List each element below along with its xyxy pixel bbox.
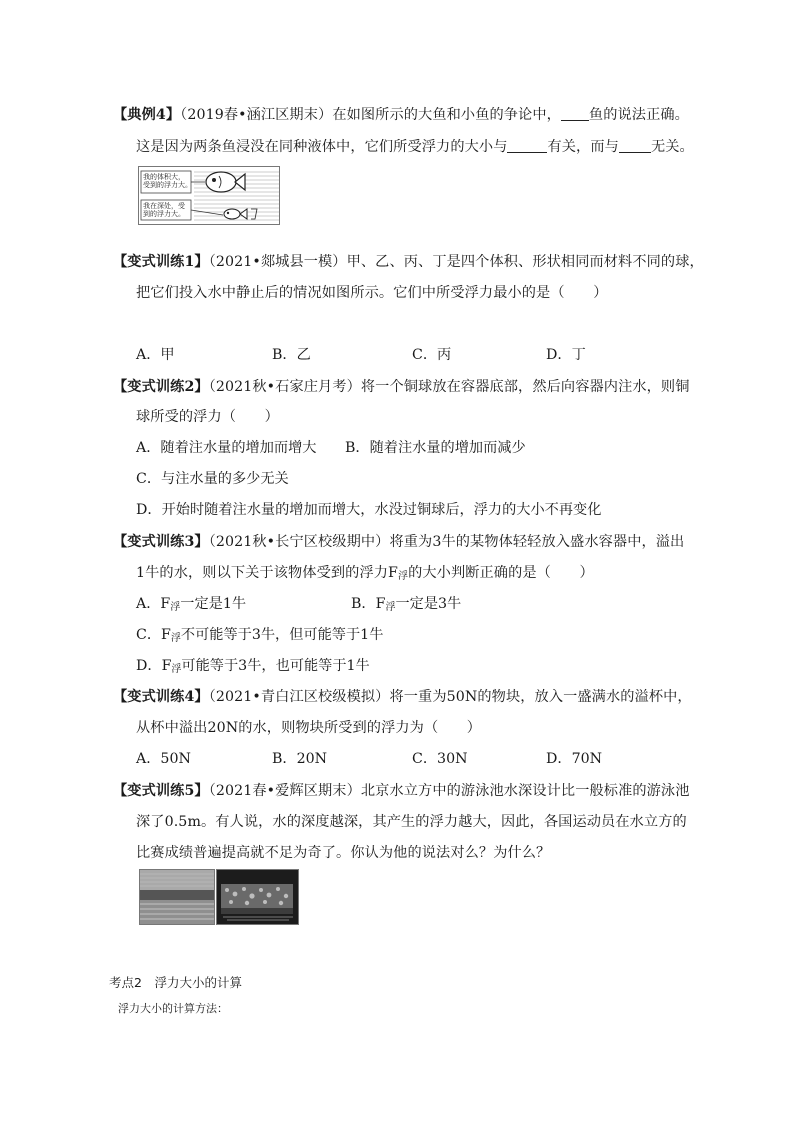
example-4-text-b: 鱼的说法正确。 (588, 107, 689, 123)
variant-3-option-c-text: 不可能等于3牛，但可能等于1牛 (180, 627, 384, 643)
section-title: 考点2 浮力大小的计算 (109, 975, 242, 990)
variant-4-option-b[interactable]: B．20N (272, 751, 328, 767)
small-fish-speech-line-1: 我在深处，受 (143, 202, 185, 210)
variant-2-option-b[interactable]: B．随着注水量的增加而减少 (345, 440, 526, 456)
variant-2-line-2: 球所受的浮力（ ） (136, 409, 279, 425)
variant-2-option-c[interactable]: C．与注水量的多少无关 (136, 471, 289, 487)
variant-1-line-2: 把它们投入水中静止后的情况如图所示。它们中所受浮力最小的是（ ） (136, 285, 608, 301)
variant-3-option-d-sub: 浮 (171, 664, 182, 675)
small-fish-speech (143, 202, 185, 218)
variant-2-tag: 【变式训练2】 (113, 379, 209, 395)
variant-4-option-c[interactable]: C．30N (412, 751, 468, 767)
variant-4-meta: （2021•青白江区校级模拟） (208, 689, 390, 705)
section-subtitle: 浮力大小的计算方法： (118, 1002, 228, 1015)
big-fish-speech-line-1: 我的体积大， (143, 173, 185, 181)
variant-3-option-c-sub: 浮 (170, 633, 181, 644)
example-4-text-e: 无关。 (650, 139, 694, 155)
variant-1-meta: （2021•郯城县一模） (208, 254, 347, 270)
variant-3-line-1 (113, 531, 684, 551)
water-cube-night-photo (216, 869, 299, 925)
pool-interior-photo (139, 869, 215, 925)
variant-3-option-b[interactable] (351, 593, 461, 613)
variant-3-option-d-f: D．F (136, 658, 172, 674)
variant-3-text-b: 1牛的水，则以下关于该物体受到的浮力F (136, 565, 398, 581)
variant-3-option-b-text: 一定是3牛 (395, 596, 462, 612)
answer-blank-3[interactable] (619, 138, 651, 153)
variant-5-meta: （2021春•爱辉区期末） (208, 783, 361, 799)
variant-4-line-2: 从杯中溢出20N的水，则物块所受到的浮力为（ ） (136, 720, 482, 736)
variant-4-text-a: 将一重为50N的物块，放入一盛满水的溢杯中， (389, 689, 692, 705)
example-4-text-c: 这是因为两条鱼浸没在同种液体中，它们所受浮力的大小与 (136, 139, 508, 155)
example-4-tag: 【典例4】 (113, 107, 181, 123)
fish-figure (138, 166, 280, 225)
example-4-text-d: 有关，而与 (547, 139, 619, 155)
variant-2-text-a: 将一个铜球放在容器底部，然后向容器内注水，则铜 (360, 379, 690, 395)
example-4-line-2 (136, 136, 694, 156)
variant-3-option-c[interactable] (136, 624, 383, 644)
variant-5-text-a: 北京水立方中的游泳池水深设计比一般标准的游泳池 (360, 783, 690, 799)
big-fish-speech (143, 173, 192, 189)
variant-3-option-a-sub: 浮 (170, 602, 181, 613)
answer-blank-1[interactable] (561, 106, 589, 121)
variant-2-line-1 (113, 376, 690, 396)
variant-3-option-b-sub: 浮 (385, 602, 396, 613)
variant-3-line-2 (136, 562, 594, 582)
example-4-line-1 (113, 104, 689, 124)
water-cube-image (217, 870, 298, 924)
variant-5-line-1 (113, 780, 690, 800)
variant-1-tag: 【变式训练1】 (113, 254, 209, 270)
variant-1-option-a[interactable]: A．甲 (136, 347, 175, 363)
variant-1-option-c[interactable]: C．丙 (412, 347, 452, 363)
variant-3-option-a-f: A．F (136, 596, 171, 612)
variant-1-text-a: 甲、乙、丙、丁是四个体积、形状相同而材料不同的球， (346, 254, 704, 270)
variant-4-line-1 (113, 686, 692, 706)
pool-interior-image (140, 870, 214, 924)
variant-1-option-b[interactable]: B．乙 (272, 347, 311, 363)
variant-2-option-a[interactable]: A．随着注水量的增加而增大 (136, 440, 317, 456)
big-fish-speech-line-2: 受到的浮力大。 (143, 181, 192, 189)
example-4-text-a: 在如图所示的大鱼和小鱼的争论中， (332, 107, 561, 123)
variant-5-line-2: 深了0.5m。有人说，水的深度越深，其产生的浮力越大，因此，各国运动员在水立方的 (136, 814, 687, 830)
variant-4-option-a[interactable]: A．50N (136, 751, 191, 767)
variant-3-option-b-f: B．F (351, 596, 386, 612)
variant-3-meta: （2021秋•长宁区校级期中） (208, 534, 390, 550)
variant-5-tag: 【变式训练5】 (113, 783, 209, 799)
variant-5-line-3: 比赛成绩普遍提高就不足为奇了。你认为他的说法对么？为什么？ (136, 845, 551, 861)
variant-3-option-d[interactable] (136, 655, 370, 675)
variant-2-option-d[interactable]: D．开始时随着注水量的增加而增大，水没过铜球后，浮力的大小不再变化 (136, 502, 602, 518)
variant-3-text-c: 的大小判断正确的是（ ） (408, 565, 594, 581)
small-fish-speech-line-2: 到的浮力大。 (143, 210, 185, 218)
buoyancy-subscript: 浮 (397, 571, 409, 582)
variant-3-option-d-text: 可能等于3牛，也可能等于1牛 (181, 658, 370, 674)
example-4-meta: （2019春•涵江区期末） (180, 107, 333, 123)
answer-blank-2[interactable] (507, 138, 547, 153)
variant-3-text-a: 将重为3牛的某物体轻轻放入盛水容器中，溢出 (389, 534, 685, 550)
variant-4-option-d[interactable]: D．70N (546, 751, 603, 767)
variant-3-tag: 【变式训练3】 (113, 534, 209, 550)
variant-4-tag: 【变式训练4】 (113, 689, 209, 705)
variant-1-line-1 (113, 251, 704, 271)
variant-2-meta: （2021秋•石家庄月考） (208, 379, 361, 395)
variant-3-option-c-f: C．F (136, 627, 171, 643)
variant-1-option-d[interactable]: D．丁 (546, 347, 586, 363)
variant-3-option-a-text: 一定是1牛 (180, 596, 247, 612)
variant-3-option-a[interactable] (136, 593, 246, 613)
